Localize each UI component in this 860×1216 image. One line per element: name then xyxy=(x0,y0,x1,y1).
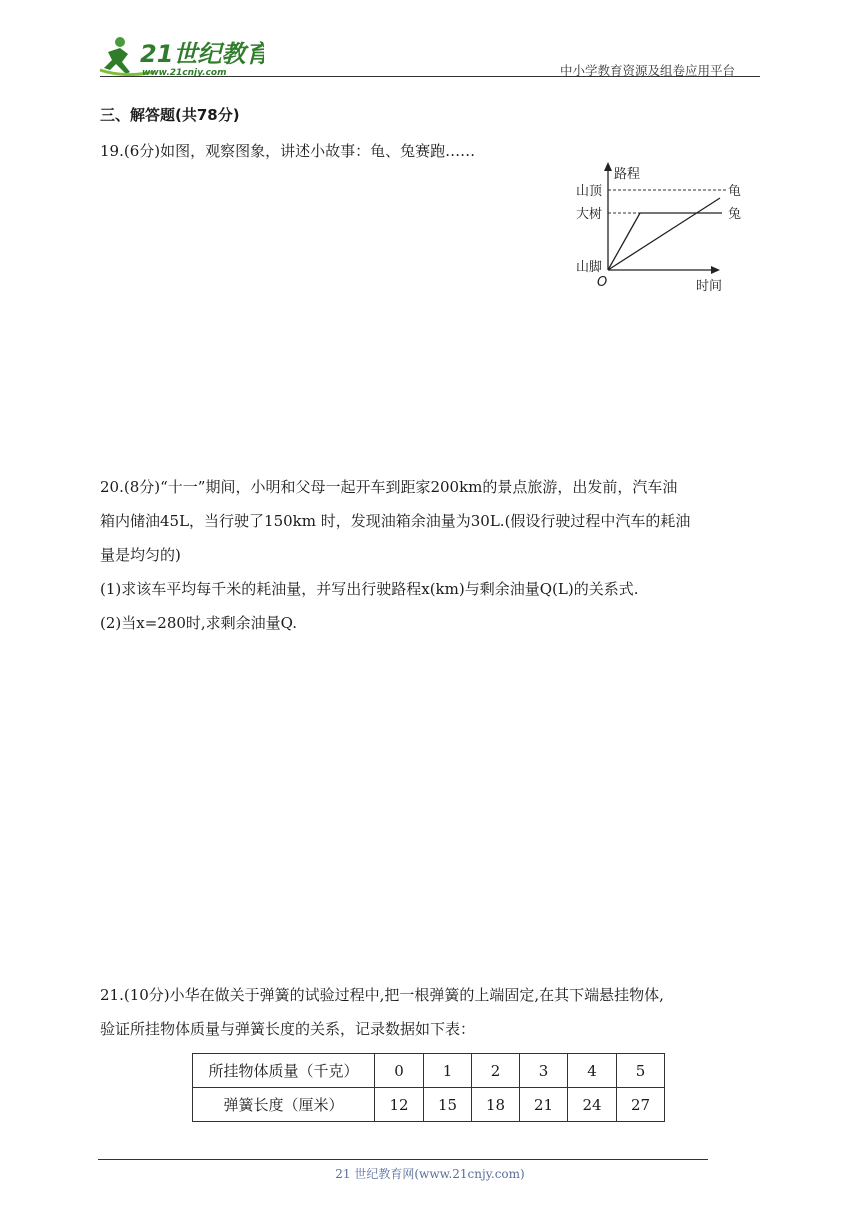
y-axis-label: 路程 xyxy=(614,167,641,182)
table-cell: 3 xyxy=(520,1054,568,1088)
y-tick-summit: 山顶 xyxy=(576,184,603,199)
x-axis-label: 时间 xyxy=(696,279,723,294)
table-row-header: 所挂物体质量（千克） xyxy=(193,1054,375,1088)
q20-line2: 箱内储油45L，当行驶了150km 时，发现油箱余油量为30L.(假设行驶过程中汽车的耗油 xyxy=(100,512,691,530)
q19-text: 19.(6分)如图，观察图象，讲述小故事：龟、兔赛跑…… xyxy=(100,142,476,160)
section-title: 三、解答题(共78分) xyxy=(100,106,240,124)
legend-tortoise: 龟 xyxy=(728,184,742,199)
table-cell: 15 xyxy=(424,1088,472,1122)
table-cell: 1 xyxy=(424,1054,472,1088)
svg-text:21世纪教育: 21世纪教育 xyxy=(140,40,264,68)
table-row xyxy=(193,1054,665,1088)
svg-text:www.21cnjy.com: www.21cnjy.com xyxy=(142,68,227,78)
table-cell: 0 xyxy=(375,1054,424,1088)
rabbit-line xyxy=(608,213,722,270)
table-cell: 18 xyxy=(472,1088,520,1122)
q21-line1: 21.(10分)小华在做关于弹簧的试验过程中,把一根弹簧的上端固定,在其下端悬挂物体, xyxy=(100,986,664,1004)
table-cell: 24 xyxy=(568,1088,617,1122)
x-axis-arrow xyxy=(711,266,720,274)
table-cell: 27 xyxy=(617,1088,665,1122)
spring-data-table xyxy=(192,1053,665,1122)
y-tick-tree: 大树 xyxy=(576,207,603,222)
q19-graph xyxy=(570,158,760,298)
q20-part2: (2)当x=280时,求剩余油量Q. xyxy=(100,614,297,632)
table-cell: 4 xyxy=(568,1054,617,1088)
q20-line3: 量是均匀的) xyxy=(100,546,181,564)
y-tick-foot: 山脚 xyxy=(576,260,603,275)
origin-label: O xyxy=(597,275,608,290)
legend-rabbit: 兔 xyxy=(728,207,742,222)
q21-line2: 验证所挂物体质量与弹簧长度的关系，记录数据如下表： xyxy=(100,1020,476,1038)
table-row xyxy=(193,1088,665,1122)
logo xyxy=(94,30,264,82)
table-cell: 2 xyxy=(472,1054,520,1088)
q20-part1: (1)求该车平均每千米的耗油量，并写出行驶路程x(km)与剩余油量Q(L)的关系式. xyxy=(100,580,639,598)
footer-divider xyxy=(98,1159,708,1160)
footer-text: 21 世纪教育网(www.21cnjy.com) xyxy=(335,1167,525,1181)
table-cell: 5 xyxy=(617,1054,665,1088)
table-cell: 21 xyxy=(520,1088,568,1122)
table-row-header: 弹簧长度（厘米） xyxy=(193,1088,375,1122)
header-divider xyxy=(100,76,760,77)
q20-line1: 20.(8分)“十一”期间，小明和父母一起开车到距家200km的景点旅游，出发前，汽车油 xyxy=(100,478,678,496)
runner-logo-icon xyxy=(94,30,264,82)
y-axis-arrow xyxy=(604,162,612,171)
header-platform-text: 中小学教育资源及组卷应用平台 xyxy=(560,63,736,78)
table-cell: 12 xyxy=(375,1088,424,1122)
tortoise-line xyxy=(608,198,720,270)
